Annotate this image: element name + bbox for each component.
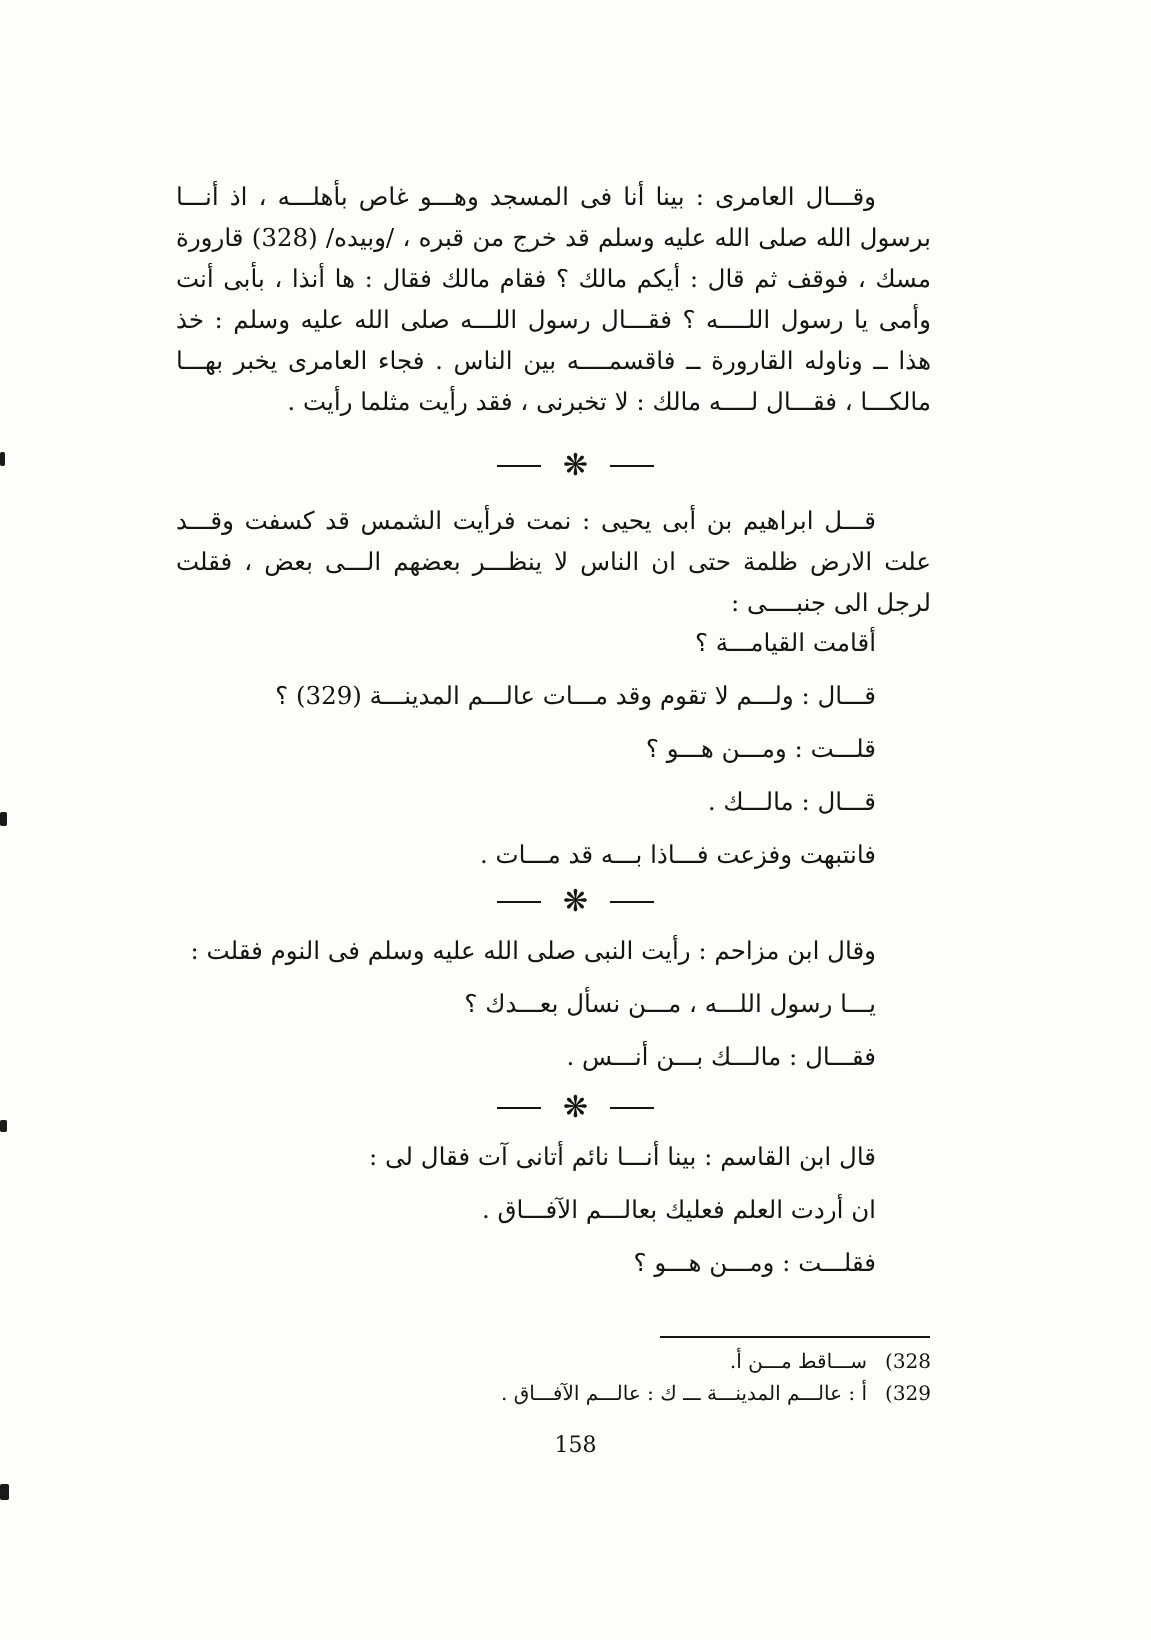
footnote-329 bbox=[501, 1380, 931, 1406]
section-2 bbox=[176, 500, 931, 623]
asterisk-icon: ❋ bbox=[562, 884, 589, 919]
section-2-dialogue bbox=[176, 622, 876, 887]
section-separator bbox=[0, 1090, 1151, 1125]
page-number: 158 bbox=[554, 1433, 597, 1458]
dialogue-line: يـــا رسول اللـــه ، مـــن نسأل بعـــدك ؟ bbox=[464, 989, 876, 1018]
section-separator bbox=[0, 884, 1151, 919]
separator-dash bbox=[497, 901, 541, 903]
separator-dash bbox=[497, 1107, 541, 1109]
footnote-text: ســـاقط مـــن أ. bbox=[729, 1349, 868, 1373]
footnote-328 bbox=[730, 1348, 931, 1374]
section-4 bbox=[176, 1136, 931, 1295]
paragraph-al-amiri: وقـــال العامرى : بينا أنا فى المسجد وهـــو غاص بأهلـــه ، اذ أنـــا برسول الله صلى الله عليه وسلم قد خرج من قبره ، /وبيده/ (328) قارورة مسك ، فوقف ثم قال : أيكم مالك ؟ فقام مالك فقال : ها أنذا ، بأبى أنت وأمى يا رسول اللــــه ؟ فقـــال رسول اللـــه صلى الله عليه وسلم : خذ هذا ــ وناوله القارورة ــ فاقسمــــه بين الناس . فجاء العامرى يخبر بهـــا مالكـــا ، فقـــال لــــه مالك : لا تخبرنى ، فقد رأيت مثلما رأيت . bbox=[176, 182, 931, 416]
dialogue-line: قلـــت : ومـــن هـــو ؟ bbox=[645, 734, 876, 763]
section-1 bbox=[176, 176, 931, 422]
dialogue-line: وقال ابن مزاحم : رأيت النبى صلى الله عليه وسلم فى النوم فقلت : bbox=[190, 936, 876, 965]
section-separator bbox=[0, 448, 1151, 483]
separator-dash bbox=[497, 465, 541, 467]
dialogue-line: قـــال : ولـــم لا تقوم وقد مـــات عالـــم المدينـــة (329) ؟ bbox=[275, 681, 876, 710]
dialogue-line: قال ابن القاسم : بينا أنـــا نائم أتانى آت فقال لى : bbox=[369, 1142, 876, 1171]
scan-mark bbox=[0, 1484, 9, 1500]
paragraph-ibrahim: قـــل ابراهيم بن أبى يحيى : نمت فرأيت الشمس قد كسفت وقـــد علت الارض ظلمة حتى ان الناس لا ينظـــر بعضهم الـــى بعض ، فقلت لرجل الى جنبــــى : bbox=[176, 506, 931, 617]
footnote-number: (329 bbox=[885, 1381, 931, 1405]
footnote-text: أ : عالـــم المدينـــة ـــ ك : عالـــم الآفـــاق . bbox=[501, 1381, 868, 1405]
asterisk-icon: ❋ bbox=[562, 448, 589, 483]
footnote-number: (328 bbox=[885, 1349, 931, 1373]
dialogue-line: ان أردت العلم فعليك بعالـــم الآفـــاق . bbox=[481, 1195, 876, 1224]
separator-dash bbox=[610, 465, 654, 467]
separator-dash bbox=[610, 1107, 654, 1109]
dialogue-line: فانتبهت وفزعت فـــاذا بـــه قد مـــات . bbox=[479, 840, 876, 869]
asterisk-icon: ❋ bbox=[562, 1090, 589, 1125]
dialogue-line: فقلـــت : ومـــن هـــو ؟ bbox=[633, 1248, 876, 1277]
separator-dash bbox=[610, 901, 654, 903]
dialogue-line: قـــال : مالـــك . bbox=[707, 787, 876, 816]
section-3 bbox=[176, 930, 931, 1089]
footnote-rule bbox=[660, 1336, 930, 1338]
scan-mark bbox=[0, 812, 7, 826]
dialogue-line: أقامت القيامـــة ؟ bbox=[694, 628, 876, 657]
dialogue-line: فقـــال : مالـــك بـــن أنـــس . bbox=[566, 1042, 876, 1071]
